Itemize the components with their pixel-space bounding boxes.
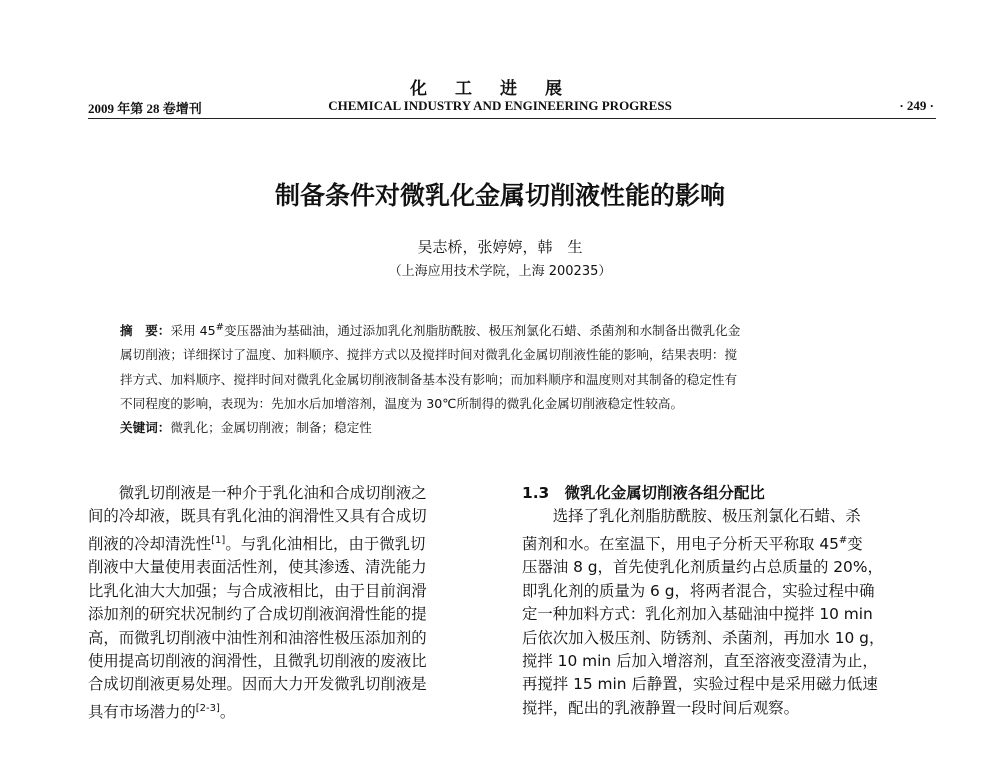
- right-column: [522, 482, 937, 720]
- body-line: 选择了乳化剂脂肪酰胺、极压剂氯化石蜡、杀: [522, 507, 861, 526]
- paper-title: 制备条件对微乳化金属切削液性能的影响: [274, 181, 725, 210]
- abstract-line: 采用 45#变压器油为基础油，通过添加乳化剂脂肪酰胺、极压剂氯化石蜡、杀菌剂和水制备出微乳化金: [170, 322, 741, 339]
- authors: 吴志桥，张婷婷，韩 生: [417, 238, 583, 256]
- body-line: 再搅拌 15 min 后静置，实验过程中是采用磁力低速: [522, 675, 878, 694]
- issue-info: 2009 年第 28 卷增刊: [88, 101, 202, 116]
- body-line: 具有市场潜力的[2-3]。: [88, 702, 236, 721]
- page-number: · 249 ·: [899, 98, 934, 113]
- section-heading: 1.3 微乳化金属切削液各组分配比: [522, 484, 765, 502]
- header-rule: [88, 118, 936, 119]
- journal-name-cn: 化工进展: [410, 79, 590, 99]
- body-line: 微乳切削液是一种介于乳化油和合成切削液之: [88, 484, 427, 502]
- body-line: 间的冷却液，既具有乳化油的润滑性又具有合成切: [88, 507, 427, 526]
- body-line: 高，而微乳切削液中油性剂和油溶性极压添加剂的: [88, 628, 427, 647]
- affiliation: （上海应用技术学院，上海 200235）: [388, 264, 612, 279]
- body-line: 后依次加入极压剂、防锈剂、杀菌剂，再加水 10 g，: [522, 628, 885, 647]
- body-line: 搅拌 10 min 后加入增溶剂，直至溶液变澄清为止，: [522, 651, 878, 670]
- abstract-line: 拌方式、加料顺序、搅拌时间对微乳化金属切削液制备基本没有影响；而加料顺序和温度则对其制备的稳定性有: [120, 371, 738, 387]
- keywords-label: 关键词：: [120, 420, 171, 436]
- body-line: 合成切削液更易处理。因而大力开发微乳切削液是: [88, 675, 427, 694]
- abstract-label: 摘 要：: [120, 323, 171, 339]
- abstract: [120, 316, 920, 441]
- left-column: [88, 482, 498, 724]
- abstract-line: 属切削液；详细探讨了温度、加料顺序、搅拌方式以及搅拌时间对微乳化金属切削液性能的影响，结果表明：搅: [120, 347, 738, 363]
- journal-name-en: CHEMICAL INDUSTRY AND ENGINEERING PROGRESS: [328, 98, 672, 113]
- body-line: 菌剂和水。在室温下，用电子分析天平称取 45#变: [522, 534, 863, 553]
- body-line: 压器油 8 g，首先使乳化剂质量约占总质量的 20%，: [522, 558, 883, 577]
- body-line: 定一种加料方式：乳化剂加入基础油中搅拌 10 min: [522, 605, 873, 624]
- abstract-line: 不同程度的影响，表现为：先加水后加增溶剂，温度为 30℃所制得的微乳化金属切削液稳定性较高。: [120, 396, 684, 412]
- body-line: 使用提高切削液的润滑性，且微乳切削液的废液比: [88, 651, 427, 670]
- body-line: 削液中大量使用表面活性剂，使其渗透、清洗能力: [88, 558, 427, 577]
- body-line: 搅拌，配出的乳液静置一段时间后观察。: [522, 698, 800, 717]
- body-line: 添加剂的研究状况制约了合成切削液润滑性能的提: [88, 605, 427, 624]
- body-line: 削液的冷却清洗性[1]。与乳化油相比，由于微乳切: [88, 534, 426, 553]
- body-line: 即乳化剂的质量为 6 g，将两者混合，实验过程中确: [522, 581, 875, 600]
- keywords: 微乳化；金属切削液；制备；稳定性: [170, 420, 372, 436]
- body-line: 比乳化油大大加强；与合成液相比，由于目前润滑: [88, 581, 427, 600]
